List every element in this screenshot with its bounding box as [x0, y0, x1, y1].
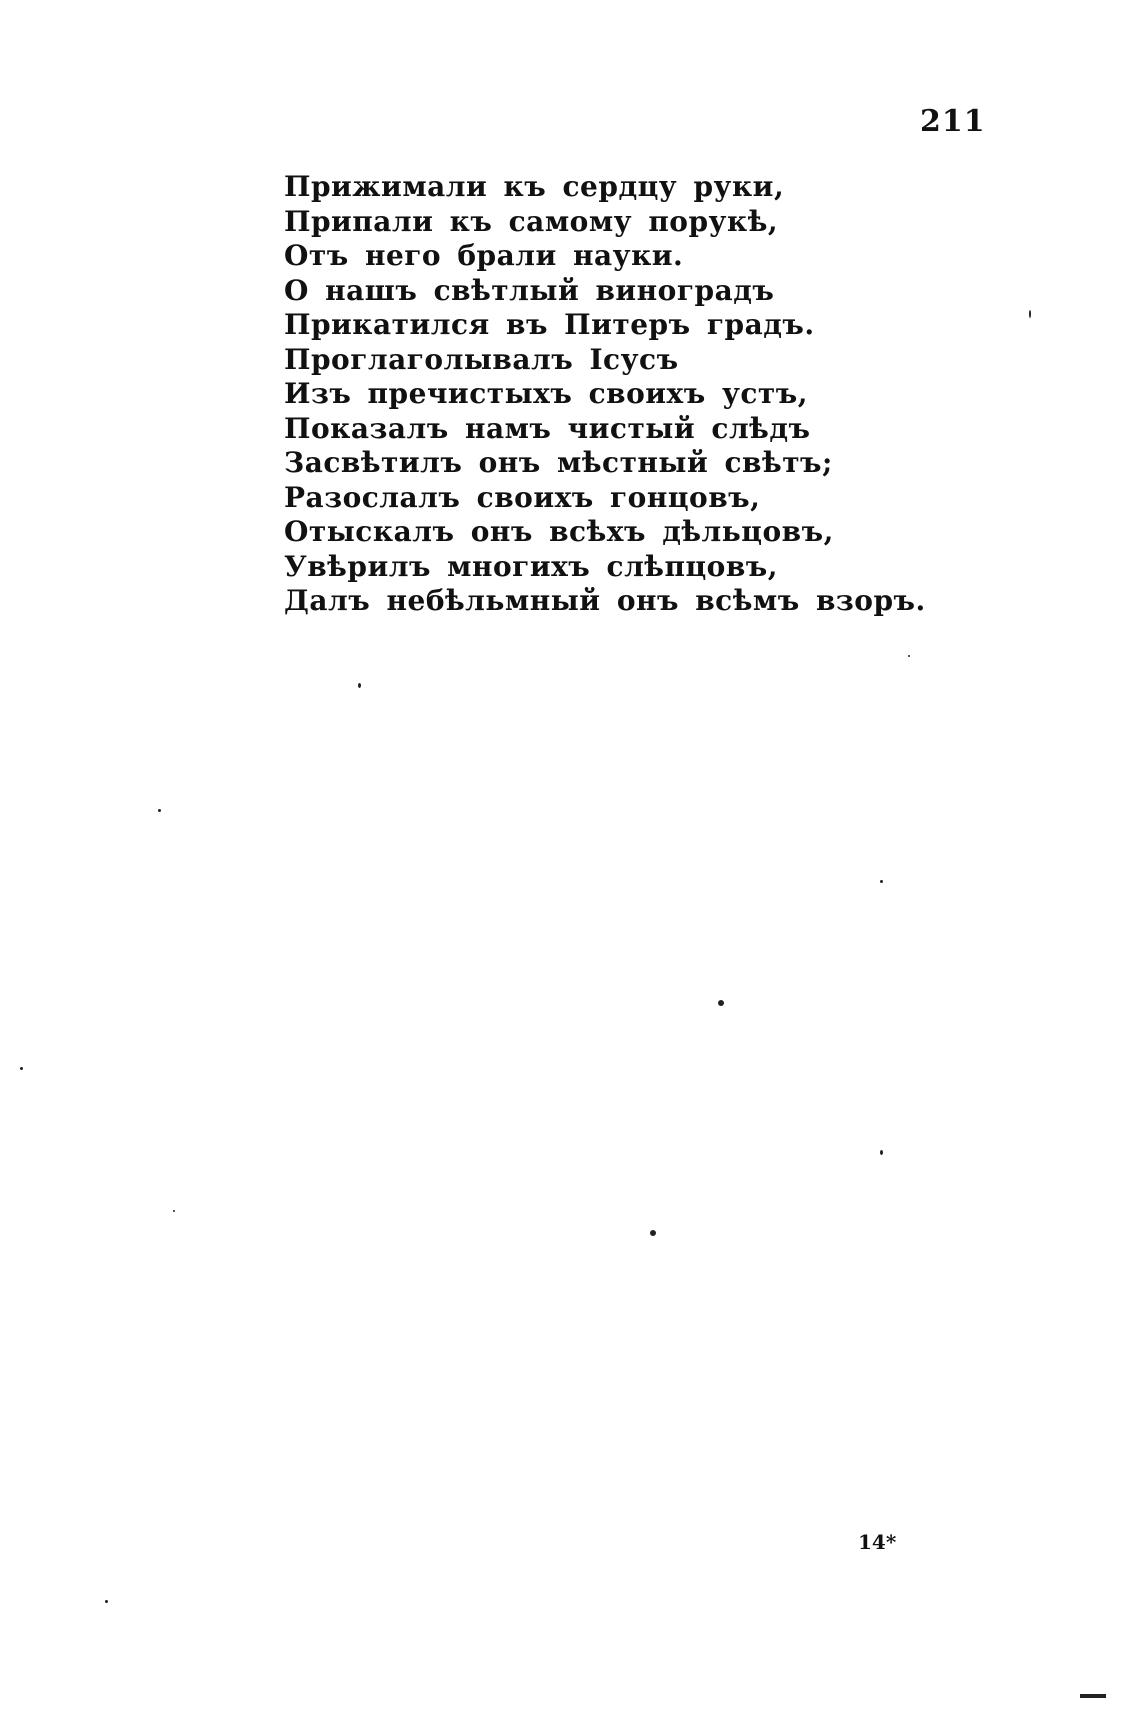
poem-line: Отъ него брали науки.: [284, 239, 684, 272]
scan-speck: [880, 1150, 883, 1155]
poem-line: Увѣрилъ многихъ слѣпцовъ,: [284, 549, 779, 583]
poem-line: Припали къ самому порукѣ,: [284, 204, 779, 238]
scan-speck: [908, 655, 910, 657]
scan-speck: [158, 809, 161, 812]
scan-speck: [358, 683, 361, 688]
scan-speck: [20, 1067, 23, 1070]
scan-speck: [1029, 310, 1031, 318]
poem-line: Прикатился въ Питеръ градъ.: [284, 308, 815, 341]
poem-line: О нашъ свѣтлый виноградъ: [284, 273, 775, 307]
scan-edge-mark: [1080, 1694, 1106, 1698]
poem-line: Изъ пречистыхъ своихъ устъ,: [284, 377, 809, 410]
poem-line: Показалъ намъ чистый слѣдъ: [284, 411, 811, 445]
signature-mark: 14*: [858, 1530, 897, 1554]
poem-line: Засвѣтилъ онъ мѣстный свѣтъ;: [284, 446, 833, 479]
poem-line: Отыскалъ онъ всѣхъ дѣльцовъ,: [284, 515, 834, 548]
scan-speck: [880, 880, 883, 883]
page-number: 211: [920, 104, 986, 139]
poem-line: Прижимали къ сердцу руки,: [284, 170, 785, 203]
scan-speck: [105, 1600, 108, 1603]
poem-stanza: [284, 170, 926, 619]
scan-speck: [173, 1210, 175, 1212]
poem-line: Проглаголывалъ Iсусъ: [284, 342, 679, 376]
poem-line: Далъ небѣльмный онъ всѣмъ взоръ.: [284, 584, 926, 617]
scan-speck: [718, 1000, 724, 1006]
poem-line: Разослалъ своихъ гонцовъ,: [284, 480, 761, 514]
scan-speck: [650, 1230, 656, 1236]
